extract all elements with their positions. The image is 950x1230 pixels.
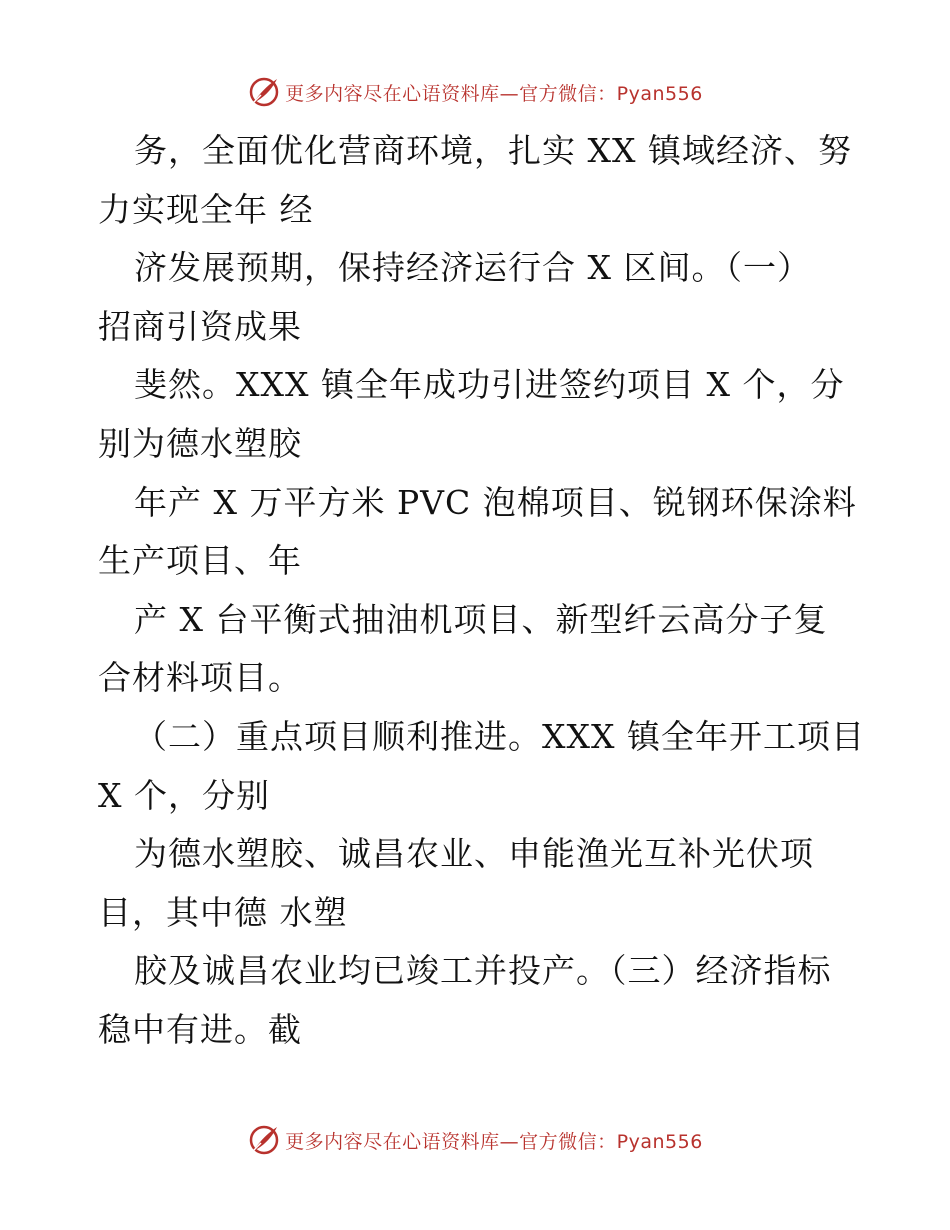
body-line-16: 稳中有进。截 <box>98 1009 302 1049</box>
body-line-15: 胶及诚昌农业均已竣工并投产。（三）经济指标 <box>134 951 832 991</box>
body-line-6: 别为德水塑胶 <box>98 423 302 463</box>
body-line-10: 合材料项目。 <box>98 658 302 698</box>
body-line-1: 务，全面优化营商环境，扎实 XX 镇域经济、努 <box>134 131 852 170</box>
body-line-12: X 个，分别 <box>98 775 270 815</box>
header-banner-text: 更多内容尽在心语资料库—官方微信：Pyan556 <box>285 82 703 105</box>
feather-pen-logo-icon <box>247 1123 281 1157</box>
body-line-14: 目，其中德 水塑 <box>98 892 348 932</box>
body-line-7: 年产 X 万平方米 PVC 泡棉项目、锐钢环保涂料 <box>134 482 857 522</box>
body-line-4: 招商引资成果 <box>98 306 302 346</box>
body-line-11: （二）重点项目顺利推进。XXX 镇全年开工项目 <box>134 716 865 756</box>
header-banner <box>0 72 950 112</box>
feather-pen-logo-icon <box>247 75 281 109</box>
footer-banner <box>0 1120 950 1160</box>
body-line-9: 产 X 台平衡式抽油机项目、新型纤云高分子复 <box>134 599 828 639</box>
body-line-2: 力实现全年 经 <box>98 189 314 229</box>
body-line-8: 生产项目、年 <box>98 541 302 581</box>
body-line-3: 济发展预期，保持经济运行合 X 区间。（一） <box>134 248 811 288</box>
document-body <box>98 122 865 1060</box>
body-line-5: 斐然。XXX 镇全年成功引进签约项目 X 个，分 <box>134 365 845 405</box>
body-line-13: 为德水塑胶、诚昌农业、申能渔光互补光伏项 <box>134 834 814 874</box>
footer-banner-text: 更多内容尽在心语资料库—官方微信：Pyan556 <box>285 1130 703 1153</box>
